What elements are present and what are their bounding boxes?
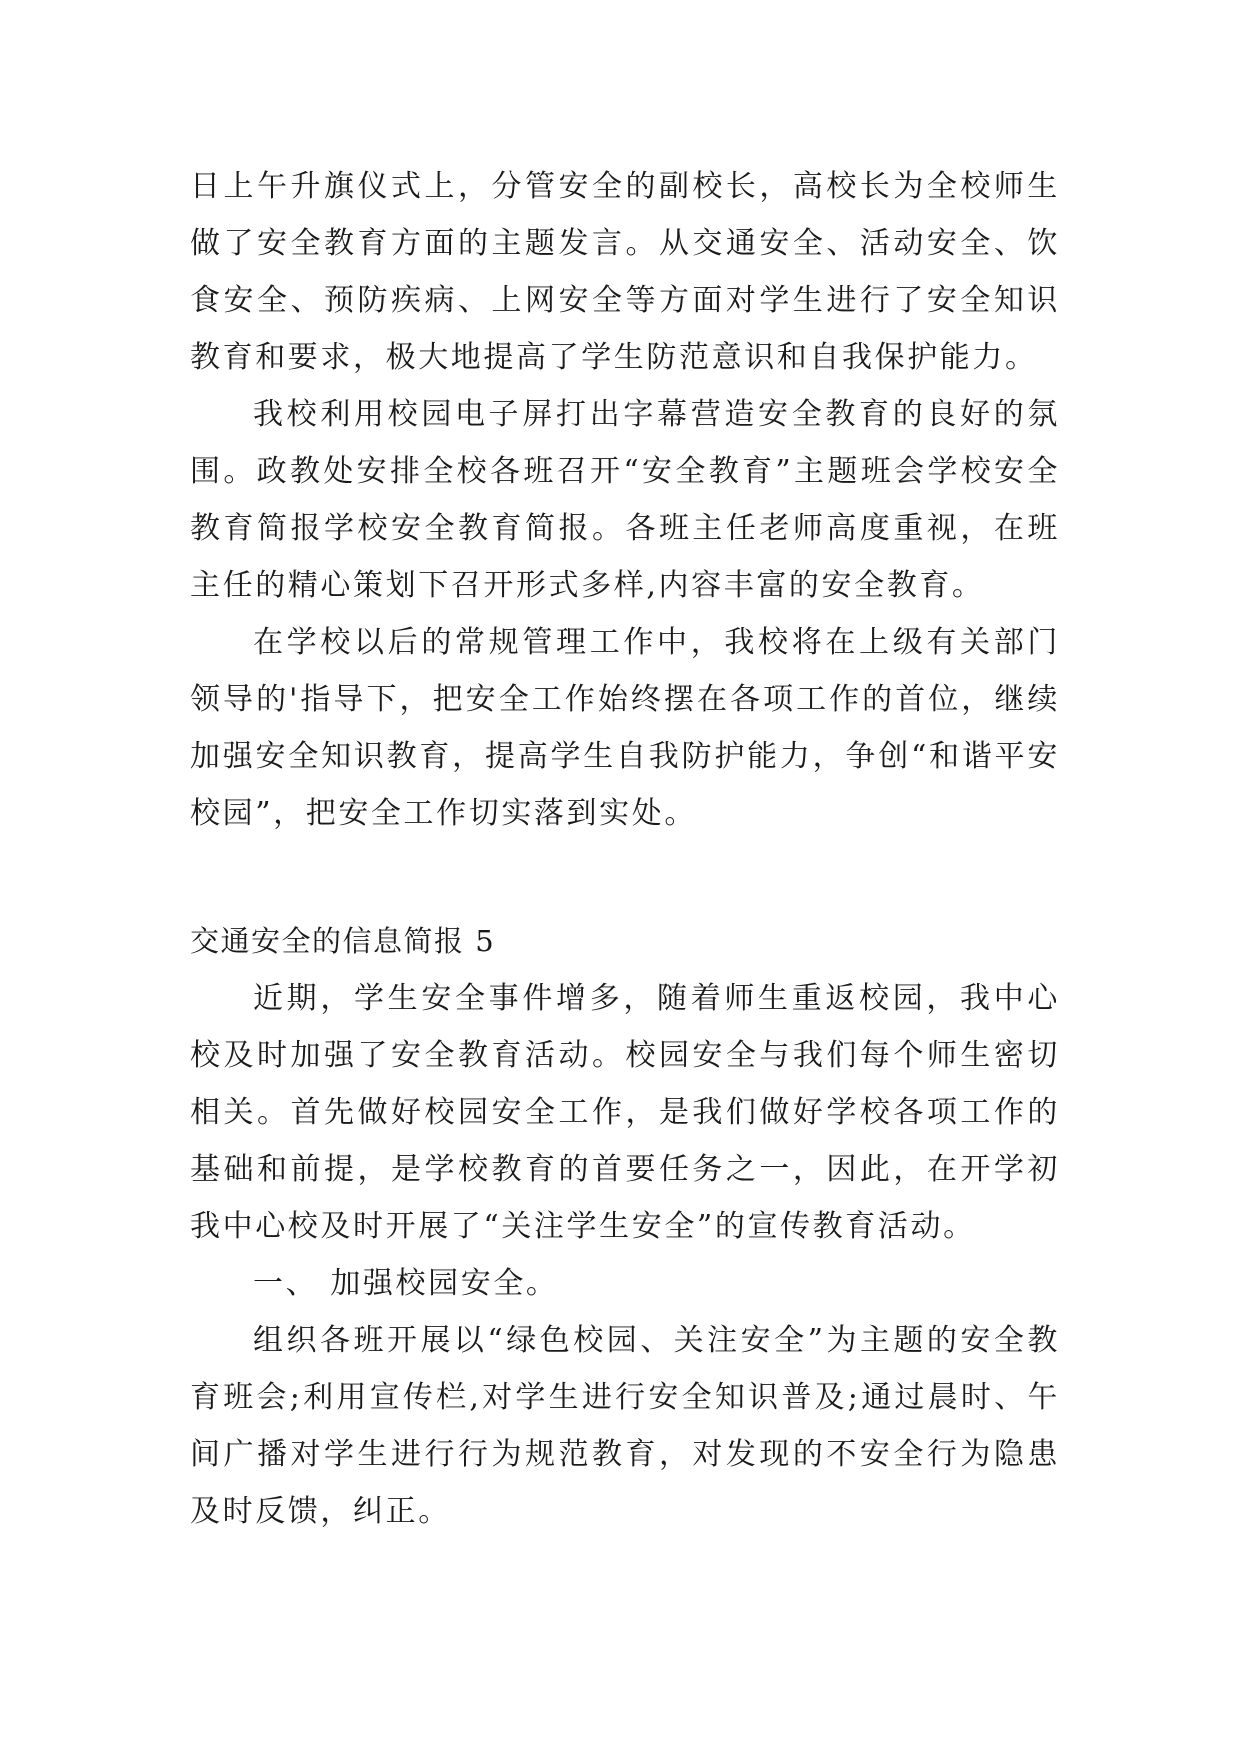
section-title: 交通安全的信息简报 5 xyxy=(190,924,496,958)
paragraph-campus-screen: 我校利用校园电子屏打出字幕营造安全教育的良好的氛围。政教处安排全校各班召开“安全教育”主题班会学校安全教育简报学校安全教育简报。各班主任老师高度重视，在班主任的精心策划下召开形式多样,内容丰富的安全教育。 xyxy=(190,397,1060,603)
subheading-strengthen-safety: 一、 加强校园安全。 xyxy=(253,1266,559,1301)
paragraph-continued: 日上午升旗仪式上，分管安全的副校长，高校长为全校师生做了安全教育方面的主题发言。从交通安全、活动安全、饮食安全、预防疾病、上网安全等方面对学生进行了安全知识教育和要求，极大地提高了学生防范意识和自我保护能力。 xyxy=(190,169,1060,375)
paragraph-recent-events: 近期，学生安全事件增多，随着师生重返校园，我中心校及时加强了安全教育活动。校园安全与我们每个师生密切相关。首先做好校园安全工作，是我们做好学校各项工作的基础和前提，是学校教育的首要任务之一，因此，在开学初我中心校及时开展了“关注学生安全”的宣传教育活动。 xyxy=(190,981,1060,1244)
paragraph-class-activities: 组织各班开展以“绿色校园、关注安全”为主题的安全教育班会;利用宣传栏,对学生进行安全知识普及;通过晨时、午间广播对学生进行行为规范教育，对发现的不安全行为隐患及时反馈，纠正。 xyxy=(190,1323,1060,1529)
paragraph-routine-management: 在学校以后的常规管理工作中，我校将在上级有关部门领导的'指导下，把安全工作始终摆在各项工作的首位，继续加强安全知识教育，提高学生自我防护能力，争创“和谐平安校园”，把安全工作切实落到实处。 xyxy=(190,625,1060,831)
document-body xyxy=(190,158,1060,1540)
